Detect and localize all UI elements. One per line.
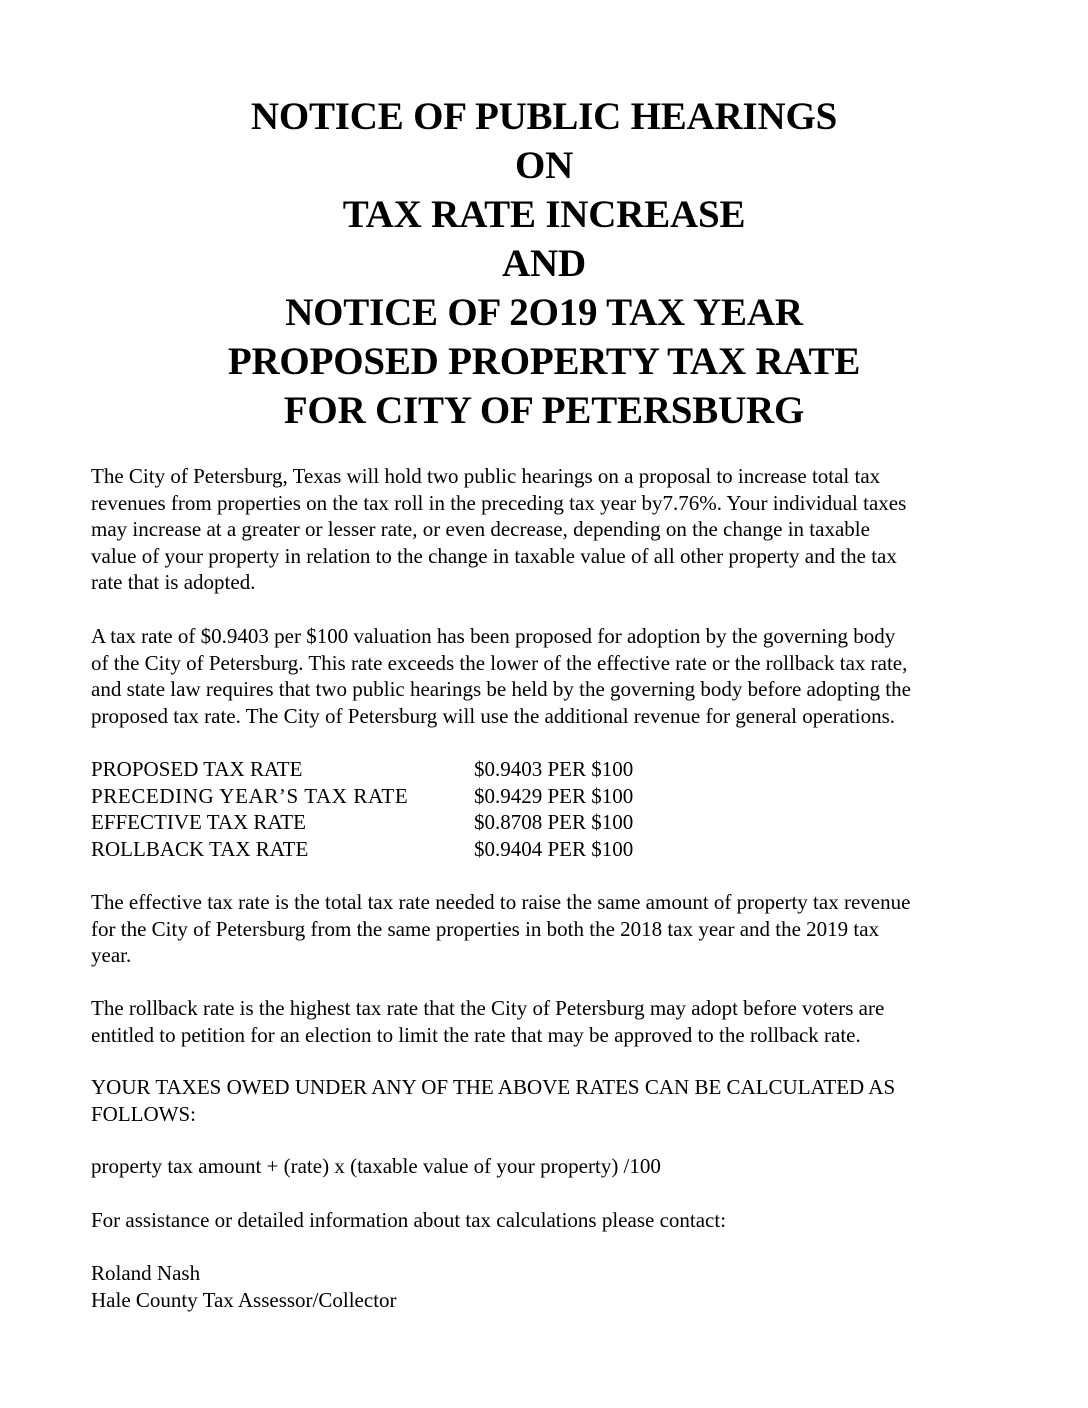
text-line: rate that is adopted. [91, 570, 256, 594]
title-line: TAX RATE INCREASE [342, 193, 746, 236]
text-line: for the City of Petersburg from the same properties in both the 2018 tax year and the 2019 tax [91, 916, 880, 941]
rate-value: $0.9404 PER $100 [474, 836, 634, 861]
title-line: NOTICE OF 2O19 TAX YEAR [285, 291, 803, 334]
contact-intro [91, 1207, 1001, 1234]
rate-label: EFFECTIVE TAX RATE [91, 810, 306, 834]
text-line: may increase at a greater or lesser rate, or even decrease, depending on the change in taxable [91, 517, 870, 541]
title-line: AND [502, 242, 586, 285]
text-line: value of your property in relation to the change in taxable value of all other property and the tax [91, 543, 897, 568]
contact-name: Roland Nash [91, 1261, 201, 1285]
text-line: A tax rate of $0.9403 per $100 valuation has been proposed for adoption by the governing body [91, 624, 896, 648]
contact-title: Hale County Tax Assessor/Collector [91, 1287, 397, 1312]
rate-row-proposed [91, 756, 1001, 783]
title-line: FOR CITY OF PETERSBURG [283, 389, 805, 432]
text-line: The City of Petersburg, Texas will hold two public hearings on a proposal to increase total tax [91, 464, 881, 488]
rate-label: PRECEDING YEAR’S TAX RATE [91, 783, 409, 808]
contact-intro-text: For assistance or detailed information about tax calculations please contact: [91, 1208, 727, 1232]
rate-value: $0.9429 PER $100 [474, 783, 634, 808]
title-line: NOTICE OF PUBLIC HEARINGS [250, 95, 838, 138]
text-line: year. [91, 943, 132, 967]
rate-label: ROLLBACK TAX RATE [91, 836, 309, 861]
text-line: of the City of Petersburg. This rate exceeds the lower of the effective rate or the rollback tax rate, [91, 650, 908, 675]
calculation-heading [91, 1074, 1001, 1127]
tax-rate-table [91, 756, 1001, 862]
text-line: proposed tax rate. The City of Petersburg will use the additional revenue for general operations. [91, 703, 895, 728]
proposed-rate-paragraph [91, 623, 1001, 729]
text-line: FOLLOWS: [91, 1101, 196, 1126]
text-line: revenues from properties on the tax roll in the preceding tax year by7.76%. Your individual taxes [91, 490, 907, 515]
text-line: The effective tax rate is the total tax rate needed to raise the same amount of property tax revenue [91, 890, 911, 914]
rate-row-preceding-year [91, 783, 1001, 810]
text-line: YOUR TAXES OWED UNDER ANY OF THE ABOVE RATES CAN BE CALCULATED AS [91, 1075, 896, 1099]
rate-label: PROPOSED TAX RATE [91, 757, 303, 781]
formula-text: property tax amount + (rate) x (taxable value of your property) /100 [91, 1154, 661, 1178]
rate-row-rollback [91, 836, 1001, 863]
text-line: and state law requires that two public hearings be held by the governing body before adopting the [91, 677, 911, 701]
rate-row-effective [91, 809, 1001, 836]
rate-value: $0.9403 PER $100 [474, 757, 634, 781]
text-line: The rollback rate is the highest tax rate that the City of Petersburg may adopt before voters are [91, 996, 885, 1020]
title-line: ON [514, 144, 574, 187]
effective-rate-definition [91, 889, 1001, 969]
rate-value: $0.8708 PER $100 [474, 810, 634, 834]
hearing-proposal-paragraph [91, 463, 1001, 596]
title-line: PROPOSED PROPERTY TAX RATE [227, 340, 861, 383]
tax-formula [91, 1153, 1001, 1180]
contact-block [91, 1260, 1001, 1313]
text-line: entitled to petition for an election to limit the rate that may be approved to the rollback rate. [91, 1022, 861, 1047]
notice-title [0, 92, 1088, 435]
rollback-rate-definition [91, 995, 1001, 1048]
